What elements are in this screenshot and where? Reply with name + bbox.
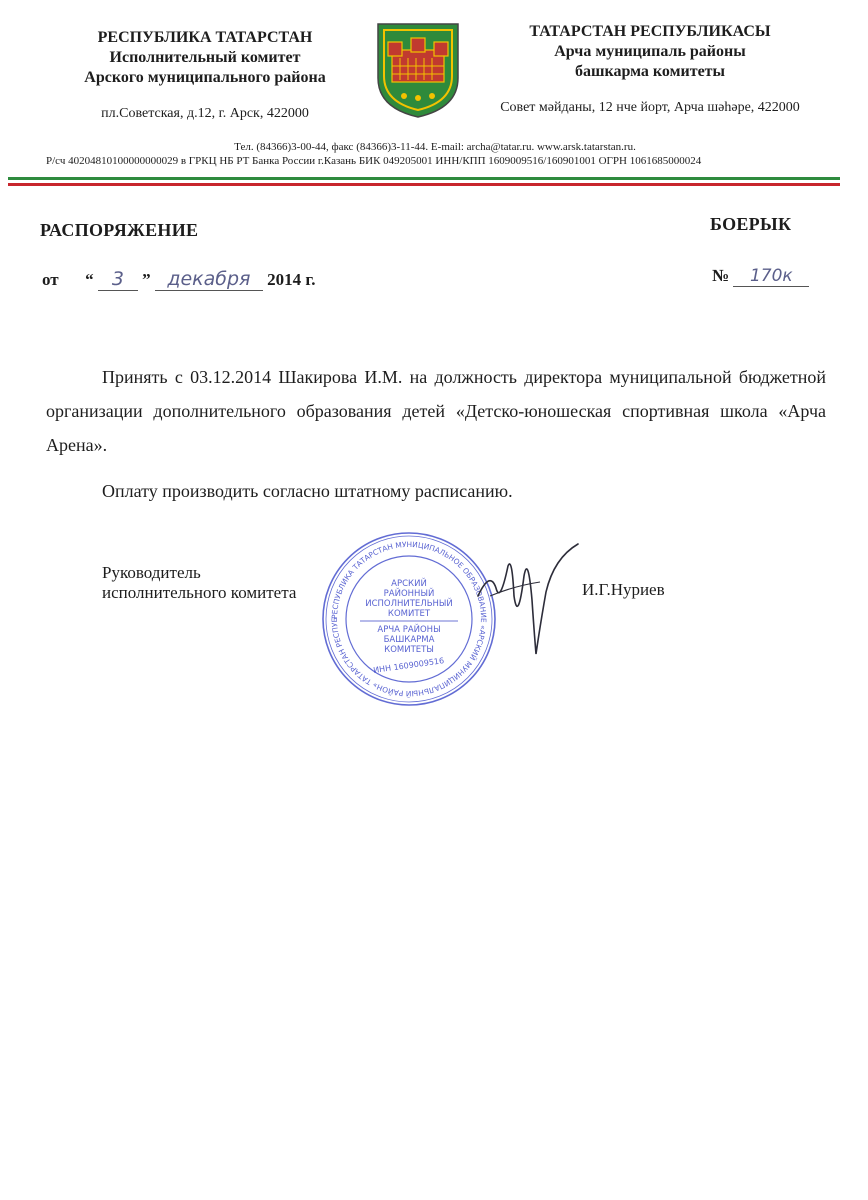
header-right-address: Совет мәйданы, 12 нче йорт, Арча шәһәре, 422000 [500, 100, 800, 115]
date-quote-open: “ [85, 270, 94, 289]
stamp-center-line-2: РАЙОННЫЙ [383, 589, 435, 599]
header-left [40, 28, 370, 88]
body-paragraph-2: Оплату производить согласно штатному расписанию. [102, 481, 513, 501]
handwritten-signature [470, 536, 590, 666]
body-paragraph-1: Принять с 03.12.2014 Шакирова И.М. на должность директора муниципальной бюджетной организации дополнительного образования детей «Детско-юношеская спортивная школа «Арча Арена». [46, 367, 826, 455]
header-left-line-3: Арского муниципального района [84, 69, 326, 86]
stamp-center-line-4: КОМИТЕТ [387, 609, 431, 619]
number-label: № [712, 266, 730, 285]
coat-of-arms-icon [374, 20, 462, 120]
document-date [42, 268, 315, 291]
contacts-line-1: Тел. (84366)3-00-44, факс (84366)3-11-44. E-mail: archa@tatar.ru. www.arsk.tatarstan.ru. [234, 141, 636, 153]
date-year: 2014 г. [267, 270, 316, 289]
stripe-green [8, 177, 840, 180]
date-quote-close: ” [142, 270, 151, 289]
signatory-title [102, 563, 296, 603]
signatory-name: И.Г.Нуриев [582, 580, 665, 599]
document-type-ru: РАСПОРЯЖЕНИЕ [40, 220, 199, 240]
header-right-line-2: Арча муниципаль районы [554, 43, 746, 60]
stamp-center-line-3: ИСПОЛНИТЕЛЬНЫЙ [365, 599, 453, 609]
stamp-center-line-6: БАШКАРМА [383, 635, 435, 645]
stamp-inn: ИНН 1609009516 [372, 656, 445, 675]
header-left-address: пл.Советская, д.12, г. Арск, 422000 [101, 106, 309, 121]
stamp-center-line-7: КОМИТЕТЫ [384, 645, 434, 655]
date-month: декабря [155, 268, 263, 291]
stamp-center-line-5: АРЧА РАЙОНЫ [377, 625, 441, 635]
document-type-tt: БОЕРЫК [710, 214, 792, 234]
date-prefix: от [42, 270, 59, 289]
date-day: 3 [98, 268, 138, 291]
header-right-line-3: башкарма комитеты [574, 63, 726, 80]
signatory-title-line-2: исполнительного комитета [102, 583, 297, 602]
header-left-line-1: РЕСПУБЛИКА ТАТАРСТАН [97, 29, 313, 46]
header-contacts [40, 140, 830, 168]
number-value: 170к [733, 266, 809, 287]
header-left-line-2: Исполнительный комитет [109, 49, 301, 66]
signatory-title-line-1: Руководитель [102, 563, 201, 582]
header-right-line-1: ТАТАРСТАН РЕСПУБЛИКАСЫ [529, 23, 771, 40]
stamp-ring-text: РЕСПУБЛИКА ТАТАРСТАН МУНИЦИПАЛЬНОЕ ОБРАЗОВАНИЕ «АРСКИЙ МУНИЦИПАЛЬНЫЙ РАЙОН» ТАТАРСТАН РЕСПУБ [329, 539, 489, 699]
stamp-center-line-1: АРСКИЙ [391, 579, 427, 589]
contacts-line-2: Р/сч 40204810100000000029 в ГРКЦ НБ РТ Банка России г.Казань БИК 049205001 ИНН/КПП 1609009516/160901001 ОГРН 1061685000024 [46, 155, 702, 167]
header-right [480, 22, 820, 82]
stripe-red [8, 183, 840, 186]
document-number [712, 266, 809, 287]
